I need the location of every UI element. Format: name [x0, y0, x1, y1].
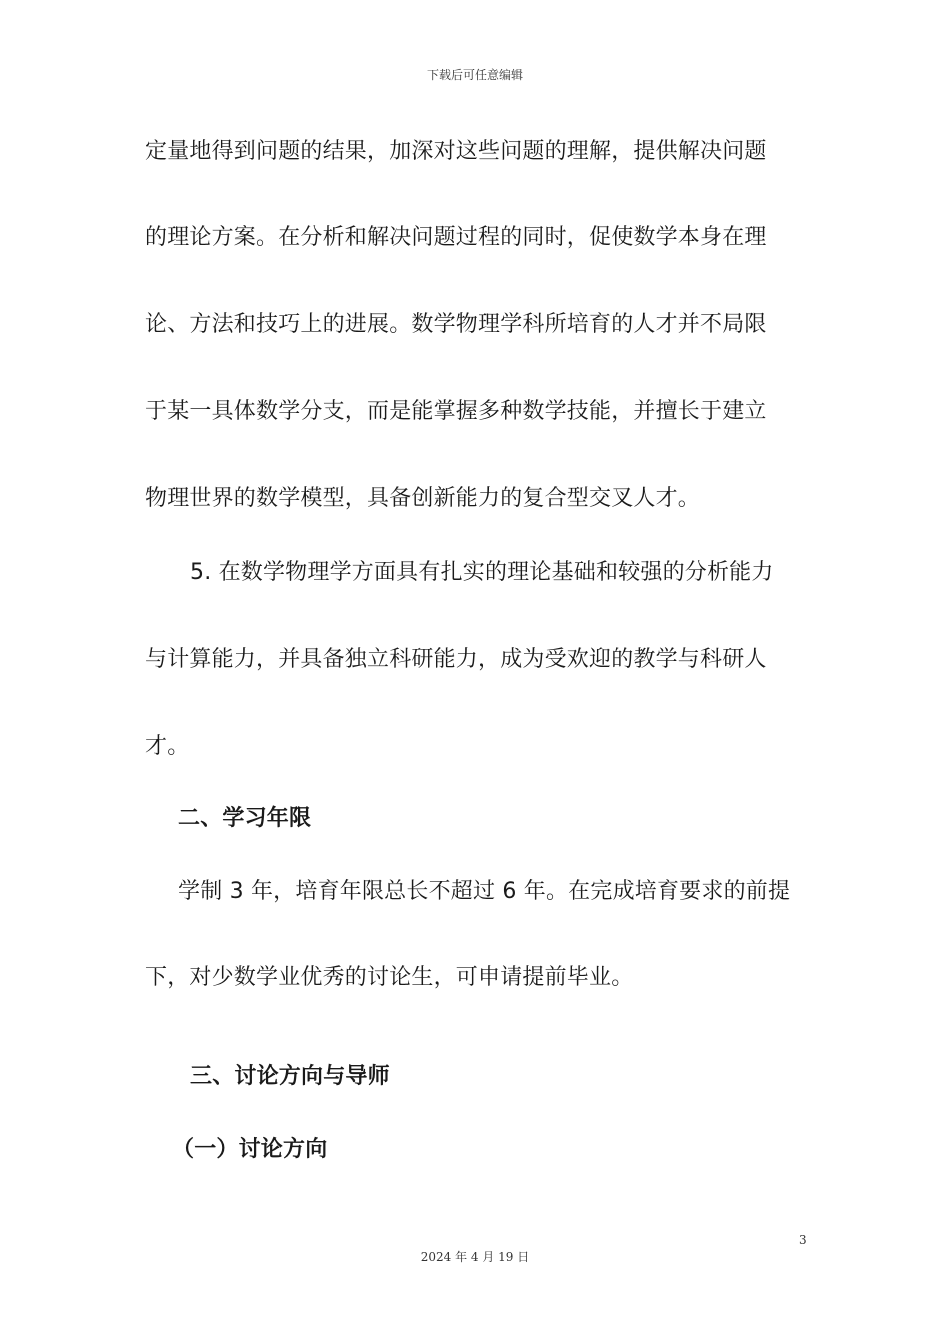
- paragraph-line: 物理世界的数学模型，具备创新能力的复合型交叉人才。: [145, 486, 701, 511]
- section-heading-research-direction-advisors: 三、讨论方向与导师: [190, 1064, 390, 1089]
- paragraph-line: 的理论方案。在分析和解决问题过程的同时，促使数学本身在理: [145, 225, 767, 250]
- paragraph-line: 学制 3 年，培育年限总长不超过 6 年。在完成培育要求的前提: [178, 879, 791, 904]
- paragraph-line: 才。: [145, 734, 190, 759]
- header-note: 下载后可任意编辑: [426, 68, 523, 82]
- subsection-heading-research-direction: （一）讨论方向: [172, 1137, 328, 1162]
- paragraph-line: 与计算能力，并具备独立科研能力，成为受欢迎的教学与科研人: [145, 647, 767, 672]
- footer-date: 2024 年 4 月 19 日: [420, 1250, 530, 1264]
- paragraph-line: 于某一具体数学分支，而是能掌握多种数学技能，并擅长于建立: [145, 399, 767, 424]
- page-number: 3: [799, 1233, 807, 1247]
- paragraph-line: 论、方法和技巧上的进展。数学物理学科所培育的人才并不局限: [145, 312, 767, 337]
- paragraph-line: 5. 在数学物理学方面具有扎实的理论基础和较强的分析能力: [190, 560, 774, 585]
- paragraph-line: 下，对少数学业优秀的讨论生，可申请提前毕业。: [145, 965, 634, 990]
- section-heading-study-duration: 二、学习年限: [178, 806, 312, 831]
- paragraph-line: 定量地得到问题的结果，加深对这些问题的理解，提供解决问题: [145, 139, 767, 164]
